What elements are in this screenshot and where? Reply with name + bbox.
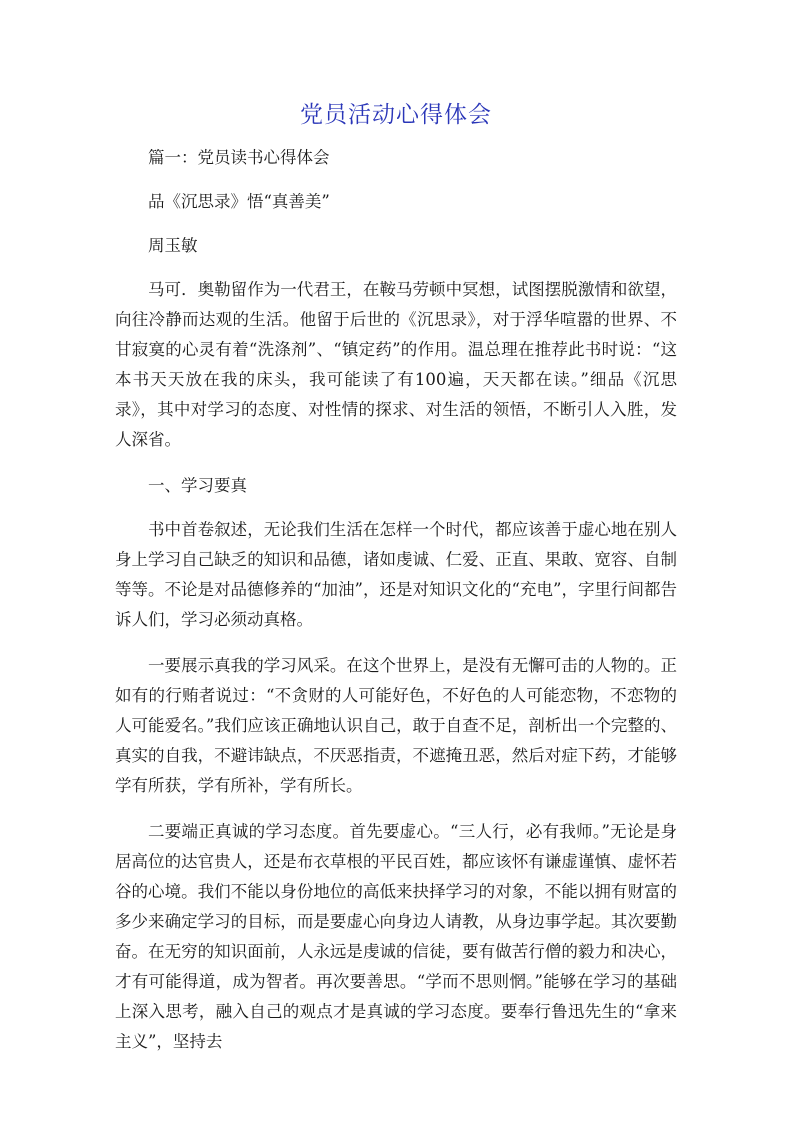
article-title: 品《沉思录》悟“真善美”: [148, 192, 330, 211]
body-paragraph: 二要端正真诚的学习态度。首先要虚心。“三人行，必有我师。”无论是身居高位的达官贵人，还是布衣草根的平民百姓，都应该怀有谦虚谨慎、虚怀若谷的心境。我们不能以身份地位的高低来抉择学习的对象，不能以拥有财富的多少来确定学习的目标，而是要虚心向身边人请教，从身边事学起。其次要勤奋。在无穷的知识面前，人永远是虔诚的信徒，要有做苦行僧的毅力和决心，才有可能得道，成为智者。再次要善思。“学而不思则惘。”能够在学习的基础上深入思考，融入自己的观点才是真诚的学习态度。要奉行鲁迅先生的“拿来主义”，坚持去: [115, 822, 677, 1051]
body-paragraph: 一要展示真我的学习风采。在这个世界上，是没有无懈可击的人物的。正如有的行贿者说过：“不贪财的人可能好色，不好色的人可能恋物，不恋物的人可能爱名。”我们应该正确地认识自己，敢于自查不足，剖析出一个完整的、真实的自我，不避讳缺点，不厌恶指责，不遮掩丑恶，然后对症下药，才能够学有所获，学有所补，学有所长。: [115, 656, 677, 795]
intro-paragraph: 马可．奥勒留作为一代君王，在鞍马劳顿中冥想，试图摆脱激情和欲望，向往冷静而达观的生活。他留于后世的《沉思录》，对于浮华喧嚣的世界、不甘寂寞的心灵有着“洗涤剂”、“镇定药”的作用。温总理在推荐此书时说：“这本书天天放在我的床头，我可能读了有100遍，天天都在读。”细品《沉思录》，其中对学习的态度、对性情的探求、对生活的领悟，不断引人入胜，发人深省。: [115, 280, 677, 449]
subheading-study: 一、学习要真: [148, 476, 247, 495]
author-name: 周玉敏: [148, 236, 198, 255]
body-paragraph: 书中首卷叙述，无论我们生活在怎样一个时代，都应该善于虚心地在别人身上学习自己缺乏的知识和品德，诸如虔诚、仁爱、正直、果敢、宽容、自制等等。不论是对品德修养的“加油”，还是对知识文化的“充电”，字里行间都告诉人们，学习必须动真格。: [115, 520, 677, 629]
document-title: 党员活动心得体会: [300, 102, 492, 128]
section-heading: 篇一：党员读书心得体会: [148, 148, 330, 167]
document-page: [115, 96, 677, 1073]
